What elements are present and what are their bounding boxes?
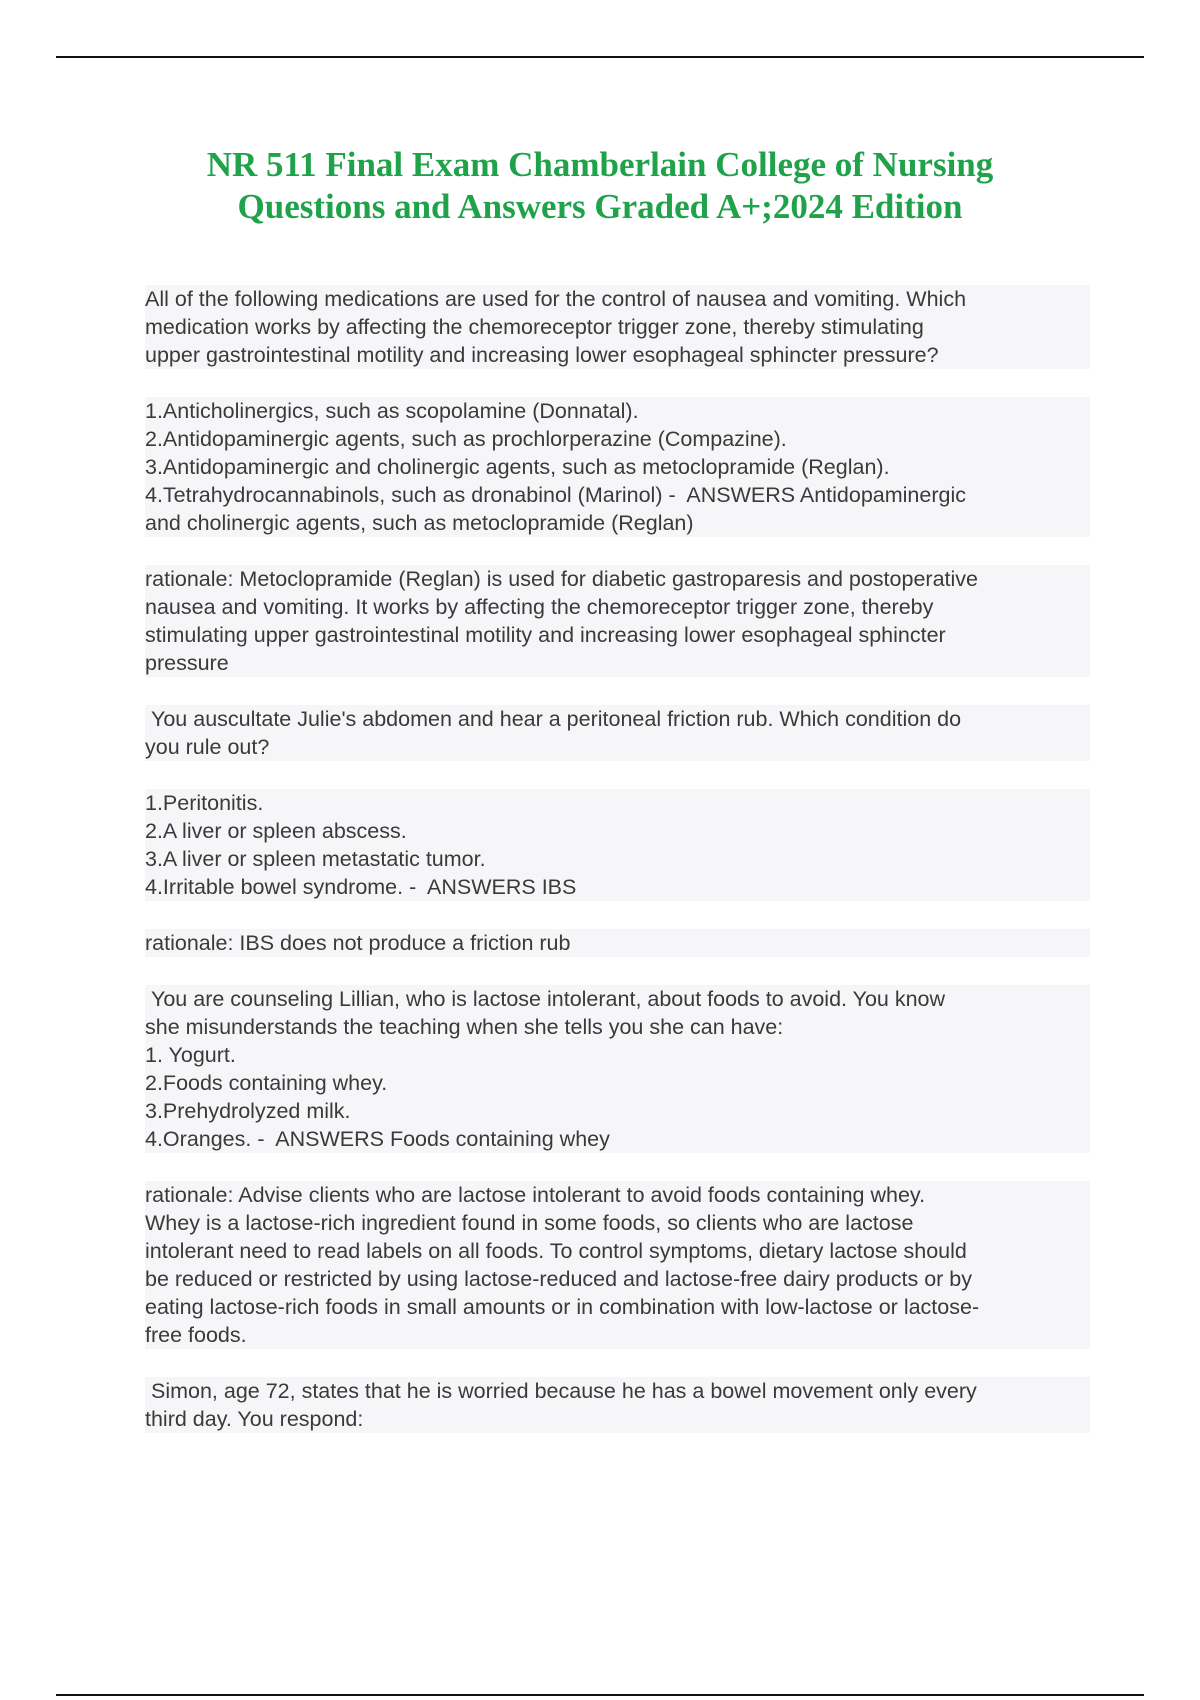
option-line: 4.Irritable bowel syndrome. - ANSWERS IBS xyxy=(145,875,577,899)
rationale-line: rationale: Metoclopramide (Reglan) is used for diabetic gastroparesis and postoperative xyxy=(145,567,978,591)
rationale-line: be reduced or restricted by using lactose-reduced and lactose-free dairy products or by xyxy=(145,1267,972,1291)
option-line: 1.Peritonitis. xyxy=(145,791,264,815)
option-line: 1.Anticholinergics, such as scopolamine (Donnatal). xyxy=(145,399,639,423)
question-1-options xyxy=(145,397,1090,537)
text-line: you rule out? xyxy=(145,735,270,759)
document-title xyxy=(100,144,1100,228)
option-line: 1. Yogurt. xyxy=(145,1043,236,1067)
rationale-line: rationale: Advise clients who are lactose intolerant to avoid foods containing whey. xyxy=(145,1183,926,1207)
text-line: You auscultate Julie's abdomen and hear a peritoneal friction rub. Which condition do xyxy=(145,707,962,731)
option-line: 2.Antidopaminergic agents, such as prochlorperazine (Compazine). xyxy=(145,427,787,451)
text-line: upper gastrointestinal motility and increasing lower esophageal sphincter pressure? xyxy=(145,343,939,367)
option-line: 3.A liver or spleen metastatic tumor. xyxy=(145,847,486,871)
title-line-1: NR 511 Final Exam Chamberlain College of Nursing xyxy=(206,145,994,184)
question-2-options xyxy=(145,789,1090,901)
document-body xyxy=(145,285,1090,1461)
text-line: third day. You respond: xyxy=(145,1407,364,1431)
option-line: 2.Foods containing whey. xyxy=(145,1071,388,1095)
question-1-rationale xyxy=(145,565,1090,677)
rationale-line: nausea and vomiting. It works by affecting the chemoreceptor trigger zone, thereby xyxy=(145,595,934,619)
rationale-line: stimulating upper gastrointestinal motility and increasing lower esophageal sphincter xyxy=(145,623,946,647)
question-2-stem xyxy=(145,705,1090,761)
rationale-line: pressure xyxy=(145,651,229,675)
option-line: 3.Prehydrolyzed milk. xyxy=(145,1099,351,1123)
question-3-rationale xyxy=(145,1181,1090,1349)
option-line: 2.A liver or spleen abscess. xyxy=(145,819,407,843)
option-line: 4.Oranges. - ANSWERS Foods containing whey xyxy=(145,1127,610,1151)
rationale-line: eating lactose-rich foods in small amounts or in combination with low-lactose or lactose- xyxy=(145,1295,980,1319)
rationale-line: free foods. xyxy=(145,1323,247,1347)
option-line: and cholinergic agents, such as metoclopramide (Reglan) xyxy=(145,511,694,535)
text-line: All of the following medications are used for the control of nausea and vomiting. Which xyxy=(145,287,967,311)
title-line-2: Questions and Answers Graded A+;2024 Edition xyxy=(237,187,963,226)
text-line: You are counseling Lillian, who is lactose intolerant, about foods to avoid. You know xyxy=(145,987,946,1011)
question-1-stem xyxy=(145,285,1090,369)
option-line: 3.Antidopaminergic and cholinergic agents, such as metoclopramide (Reglan). xyxy=(145,455,890,479)
text-line: medication works by affecting the chemoreceptor trigger zone, thereby stimulating xyxy=(145,315,924,339)
text-line: Simon, age 72, states that he is worried because he has a bowel movement only every xyxy=(145,1379,977,1403)
rationale-line: intolerant need to read labels on all foods. To control symptoms, dietary lactose should xyxy=(145,1239,967,1263)
top-rule xyxy=(56,56,1144,58)
rationale-line: rationale: IBS does not produce a friction rub xyxy=(145,931,571,955)
rationale-line: Whey is a lactose-rich ingredient found in some foods, so clients who are lactose xyxy=(145,1211,914,1235)
question-4-stem xyxy=(145,1377,1090,1433)
text-line: she misunderstands the teaching when she tells you she can have: xyxy=(145,1015,784,1039)
question-3-stem xyxy=(145,985,1090,1153)
question-2-rationale xyxy=(145,929,1090,957)
option-line: 4.Tetrahydrocannabinols, such as dronabinol (Marinol) - ANSWERS Antidopaminergic xyxy=(145,483,966,507)
bottom-rule xyxy=(56,1694,1144,1696)
